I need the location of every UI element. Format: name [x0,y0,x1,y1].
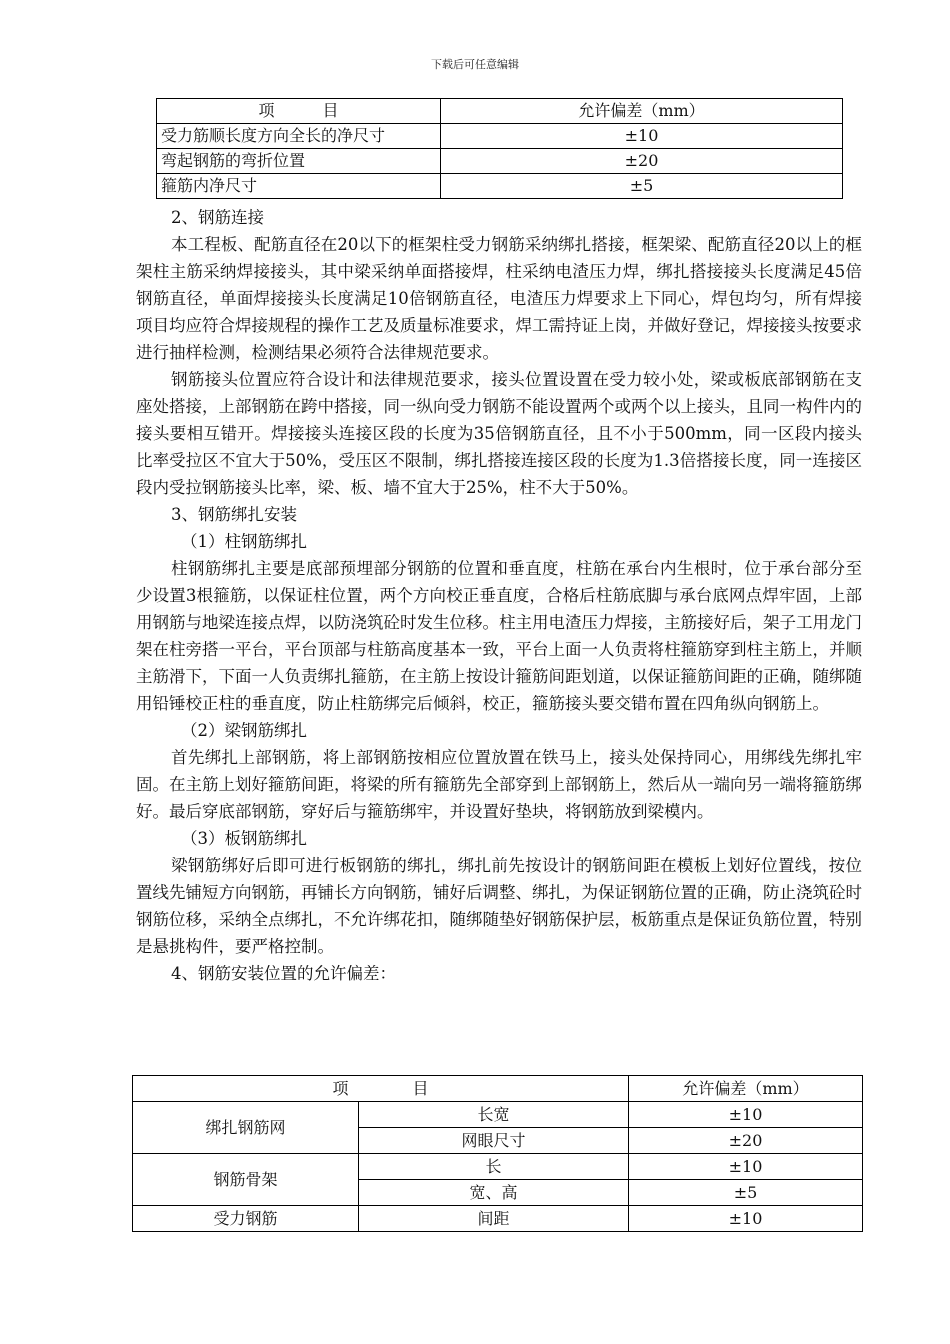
cell-item: 弯起钢筋的弯折位置 [157,149,441,174]
cell-tolerance: ±10 [629,1102,863,1128]
cell-tolerance: ±20 [629,1128,863,1154]
column-header-item: 项 目 [157,99,441,124]
paragraph: 梁钢筋绑好后即可进行板钢筋的绑扎，绑扎前先按设计的钢筋间距在模板上划好位置线，按位置线先铺短方向钢筋，再铺长方向钢筋，铺好后调整、绑扎，为保证钢筋位置的正确，防止浇筑砼时钢筋位移，采纳全点绑扎，不允许绑花扣，随绑随垫好钢筋保护层，板筋重点是保证负筋位置，特别是悬挑构件，要严格控制。 [136,856,862,956]
subsection-heading-2: （2）梁钢筋绑扎 [181,721,307,740]
table-header-row [157,99,843,124]
cell-group: 绑扎钢筋网 [133,1102,359,1154]
column-header-tolerance: 允许偏差（mm） [441,99,843,124]
table-row [157,124,843,149]
cell-item: 箍筋内净尺寸 [157,174,441,199]
section-heading-4: 4、钢筋安装位置的允许偏差： [171,964,396,983]
cell-tolerance: ±5 [629,1180,863,1206]
table-row [133,1102,863,1128]
table-row [157,149,843,174]
paragraph: 钢筋接头位置应符合设计和法律规范要求，接头位置设置在受力较小处，梁或板底部钢筋在支座处搭接，上部钢筋在跨中搭接，同一纵向受力钢筋不能设置两个或两个以上接头，且同一构件内的接头要相互错开。焊接接头连接区段的长度为35倍钢筋直径，且不小于500mm，同一区段内接头比率受拉区不宜大于50%，受压区不限制，绑扎搭接连接区段的长度为1.3倍搭接长度，同一连接区段内受拉钢筋接头比率，梁、板、墙不宜大于25%，柱不大于50%。 [136,370,862,497]
table-row [133,1154,863,1180]
paragraph: 本工程板、配筋直径在20以下的框架柱受力钢筋采纳绑扎搭接，框架梁、配筋直径20以上的框架柱主筋采纳焊接接头，其中梁采纳单面搭接焊，柱采纳电渣压力焊，绑扎搭接接头长度满足45倍钢筋直径，单面焊接接头长度满足10倍钢筋直径，电渣压力焊要求上下同心，焊包均匀，所有焊接项目均应符合焊接规程的操作工艺及质量标准要求，焊工需持证上岗，并做好登记，焊接接头按要求进行抽样检测，检测结果必须符合法律规范要求。 [136,235,862,362]
table-header-row [133,1076,863,1102]
column-header-item: 项 目 [133,1076,629,1102]
cell-tolerance: ±10 [629,1154,863,1180]
cell-sub-item: 网眼尺寸 [359,1128,629,1154]
header-note: 下载后可任意编辑 [431,58,519,71]
cell-tolerance: ±10 [629,1206,863,1232]
table-row [157,174,843,199]
paragraph: 首先绑扎上部钢筋，将上部钢筋按相应位置放置在铁马上，接头处保持同心，用绑线先绑扎牢固。在主筋上划好箍筋间距，将梁的所有箍筋先全部穿到上部钢筋上，然后从一端向另一端将箍筋绑好。最后穿底部钢筋，穿好后与箍筋绑牢，并设置好垫块，将钢筋放到梁模内。 [136,748,862,821]
cell-group: 受力钢筋 [133,1206,359,1232]
column-header-tolerance: 允许偏差（mm） [629,1076,863,1102]
paragraph: 柱钢筋绑扎主要是底部预埋部分钢筋的位置和垂直度，柱筋在承台内生根时，位于承台部分至少设置3根箍筋，以保证柱位置，两个方向校正垂直度，合格后柱筋底脚与承台底网点焊牢固，上部用钢筋与地梁连接点焊，以防浇筑砼时发生位移。柱主用电渣压力焊接，主筋接好后，架子工用龙门架在柱旁搭一平台，平台顶部与柱筋高度基本一致，平台上面一人负责将柱箍筋穿到柱主筋上，并顺主筋滑下，下面一人负责绑扎箍筋，在主筋上按设计箍筋间距划道，以保证箍筋间距的正确，随绑随用铅锤校正柱的垂直度，防止柱筋绑完后倾斜，校正，箍筋接头要交错布置在四角纵向钢筋上。 [136,559,862,713]
cell-sub-item: 宽、高 [359,1180,629,1206]
subsection-heading-1: （1）柱钢筋绑扎 [181,532,307,551]
cell-group: 钢筋骨架 [133,1154,359,1206]
cell-tolerance: ±20 [441,149,843,174]
table-row [133,1206,863,1232]
section-heading-3: 3、钢筋绑扎安装 [171,505,297,524]
section-heading-2: 2、钢筋连接 [171,208,264,227]
cell-tolerance: ±5 [441,174,843,199]
cell-tolerance: ±10 [441,124,843,149]
cell-item: 受力筋顺长度方向全长的净尺寸 [157,124,441,149]
cell-sub-item: 间距 [359,1206,629,1232]
subsection-heading-3: （3）板钢筋绑扎 [181,829,307,848]
body-text [136,204,862,987]
tolerance-table-2 [132,1075,863,1232]
tolerance-table-1 [156,98,843,199]
cell-sub-item: 长宽 [359,1102,629,1128]
cell-sub-item: 长 [359,1154,629,1180]
